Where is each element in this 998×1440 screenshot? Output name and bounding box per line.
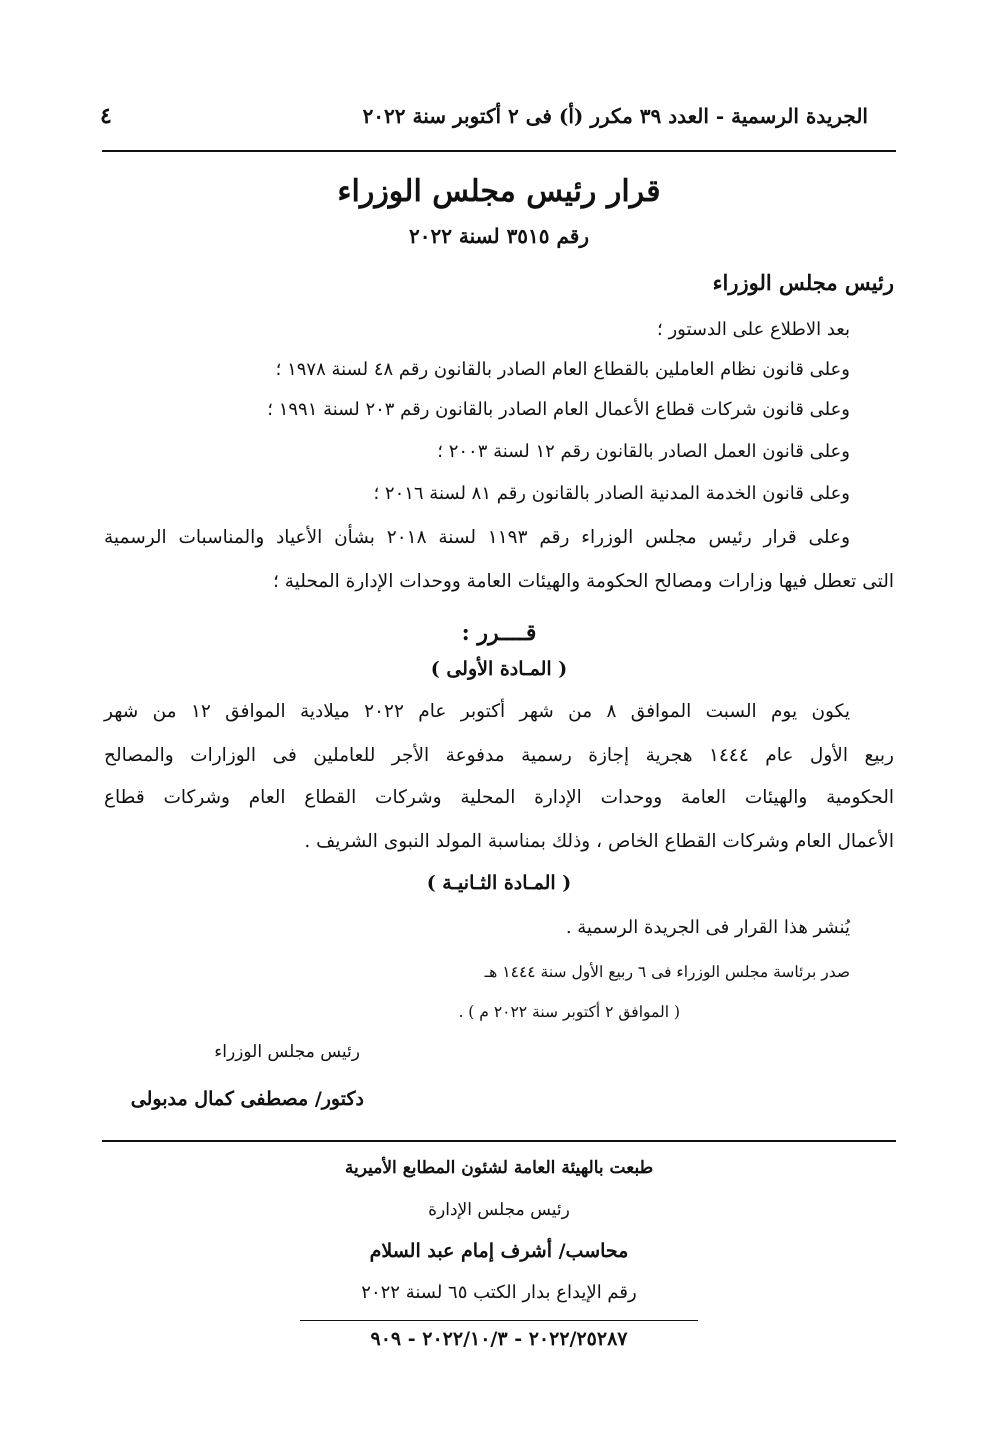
article-1-line: ربيع الأول عام ١٤٤٤ هجرية إجازة رسمية مدفوعة الأجر للعاملين فى الوزارات والمصالح xyxy=(104,745,894,766)
article-2-text: يُنشر هذا القرار فى الجريدة الرسمية . xyxy=(565,917,850,938)
preamble-line: وعلى قانون العمل الصادر بالقانون رقم ١٢ لسنة ٢٠٠٣ ؛ xyxy=(437,441,850,462)
preamble-line: التى تعطل فيها وزارات ومصالح الحكومة والهيئات العامة ووحدات الإدارة المحلية ؛ xyxy=(272,571,894,592)
board-title: رئيس مجلس الإدارة xyxy=(428,1200,570,1220)
deposit-number: رقم الإيداع بدار الكتب ٦٥ لسنة ٢٠٢٢ xyxy=(361,1282,637,1303)
footer-divider xyxy=(102,1140,896,1142)
decree-number: رقم ٣٥١٥ لسنة ٢٠٢٢ xyxy=(408,224,590,248)
preamble-line: بعد الاطلاع على الدستور ؛ xyxy=(657,319,850,340)
preamble-line: وعلى قانون نظام العاملين بالقطاع العام الصادر بالقانون رقم ٤٨ لسنة ١٩٧٨ ؛ xyxy=(275,359,850,380)
signer-name: دكتور/ مصطفى كمال مدبولى xyxy=(130,1088,364,1110)
issued-hijri-date: صدر برئاسة مجلس الوزراء فى ٦ ربيع الأول سنة ١٤٤٤ هـ xyxy=(484,963,850,981)
page-header xyxy=(100,98,898,134)
gazette-header-title: الجريدة الرسمية - العدد ٣٩ مكرر (أ) فى ٢ أكتوبر سنة ٢٠٢٢ xyxy=(362,104,868,128)
article-2-title: ( المـادة الثـانيـة ) xyxy=(426,872,572,894)
signer-title: رئيس مجلس الوزراء xyxy=(214,1042,360,1062)
page-number: ٤ xyxy=(100,103,112,129)
preamble-line: وعلى قانون شركات قطاع الأعمال العام الصادر بالقانون رقم ٢٠٣ لسنة ١٩٩١ ؛ xyxy=(267,399,850,420)
chairman-name: محاسب/ أشرف إمام عبد السلام xyxy=(369,1240,629,1262)
article-1-line: يكون يوم السبت الموافق ٨ من شهر أكتوبر عام ٢٠٢٢ ميلادية الموافق ١٢ من شهر xyxy=(104,701,850,722)
preamble-line: وعلى قرار رئيس مجلس الوزراء رقم ١١٩٣ لسنة ٢٠١٨ بشأن الأعياد والمناسبات الرسمية xyxy=(104,527,851,548)
issued-gregorian-date: ( الموافق ٢ أكتوبر سنة ٢٠٢٢ م ) . xyxy=(458,1003,680,1021)
article-1-line: الحكومية والهيئات العامة ووحدات الإدارة المحلية وشركات القطاع العام وشركات قطاع xyxy=(104,787,894,808)
serial-divider xyxy=(300,1320,698,1321)
preamble-line: وعلى قانون الخدمة المدنية الصادر بالقانون رقم ٨١ لسنة ٢٠١٦ ؛ xyxy=(373,483,850,504)
article-1-line: الأعمال العام وشركات القطاع الخاص ، وذلك بمناسبة المولد النبوى الشريف . xyxy=(304,831,894,852)
article-1-title: ( المـادة الأولى ) xyxy=(430,658,568,680)
header-divider xyxy=(102,150,896,152)
decided-heading: قــــرر : xyxy=(461,620,537,646)
printer-name: طبعت بالهيئة العامة لشئون المطابع الأميرية xyxy=(344,1158,654,1178)
decree-title: قرار رئيس مجلس الوزراء xyxy=(337,174,661,209)
decree-issuer: رئيس مجلس الوزراء xyxy=(712,270,894,295)
serial-number: ٢٠٢٢/٢٥٢٨٧ - ٢٠٢٢/١٠/٣ - ٩٠٩ xyxy=(370,1328,628,1350)
